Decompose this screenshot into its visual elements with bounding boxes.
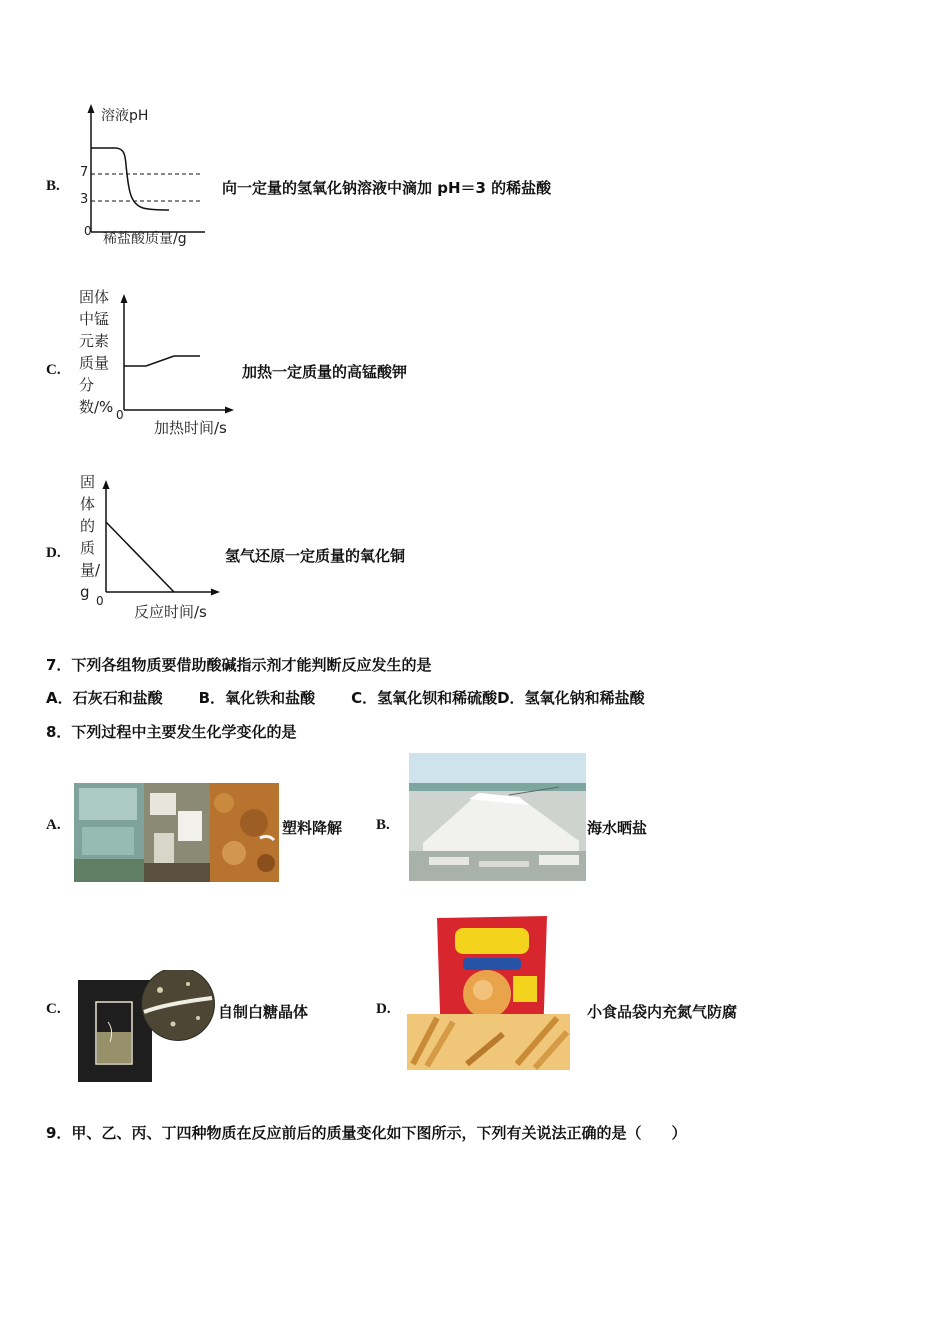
q7-option-d [497,689,644,707]
q8-option-c-text: 自制白糖晶体 [218,1003,309,1021]
q7-option-a [46,689,163,707]
mn-x-label: 加热时间/s [154,419,227,437]
q8-option-c-letter: C. [46,1001,61,1017]
option-d-description: 氢气还原一定质量的氧化铜 [225,547,406,565]
y-axis-arrow [88,104,95,113]
salt-photo-svg [409,753,586,881]
solid-x-label: 反应时间/s [134,603,207,621]
q7-option-c-text: 氢氧化钡和稀硫酸 [377,689,498,707]
sea-salt-pile-photo [409,753,586,881]
option-b-description: 向一定量的氢氧化钠溶液中滴加 pH＝3 的稀盐酸 [222,179,552,197]
ph-x-label: 稀盐酸质量/g [103,231,187,247]
q7-option-b [199,689,315,707]
snack-photo-svg [407,914,570,1070]
q8-option-b-text: 海水晒盐 [587,819,648,837]
x-axis-arrow [211,589,220,596]
question-7-stem: 7．下列各组物质要借助酸碱指示剂才能判断反应发生的是 [46,656,432,674]
ph-origin: 0 [84,224,92,238]
mn-fraction-graph [76,286,246,436]
mn-curve [124,356,200,366]
snack-bag-photo [407,914,570,1070]
sugar-photo-svg [78,970,218,1082]
ph-tick-7: 7 [80,165,89,180]
q7-option-c [351,689,497,707]
option-c-description: 加热一定质量的高锰酸钾 [242,363,408,381]
q7-option-a-text: 石灰石和盐酸 [72,689,163,707]
ph-graph [75,100,215,250]
option-d-letter: D. [46,545,61,561]
q8-option-d-text: 小食品袋内充氮气防腐 [587,1003,738,1021]
y-axis-arrow [103,480,110,489]
q7-option-b-text: 氧化铁和盐酸 [225,689,316,707]
q8-option-b-letter: B. [376,817,390,833]
q7-option-c-letter: C． [351,689,378,707]
q7-option-d-text: 氢氧化钠和稀盐酸 [524,689,645,707]
question-8-stem: 8．下列过程中主要发生化学变化的是 [46,723,297,741]
plastic-photo-svg [74,783,279,882]
solid-mass-line [106,522,174,592]
x-axis-arrow [225,407,234,414]
question-7-options [46,687,645,708]
solid-y-label: 固体的质量/g [80,473,101,601]
solid-mass-graph [76,470,236,625]
q7-option-a-letter: A． [46,689,73,707]
q7-option-b-letter: B． [198,689,226,707]
question-9-stem: 9．甲、乙、丙、丁四种物质在反应前后的质量变化如下图所示，下列有关说法正确的是（ ） [46,1124,687,1142]
plastic-degradation-photo [74,783,279,882]
ph-y-label: 溶液pH [101,108,149,124]
mn-origin: 0 [116,408,124,422]
y-axis-arrow [121,294,128,303]
q7-option-d-letter: D． [497,689,525,707]
q8-option-a-letter: A. [46,817,61,833]
sugar-crystal-beaker-photo [78,970,218,1082]
q8-option-d-letter: D. [376,1001,391,1017]
ph-tick-3: 3 [80,192,89,207]
option-c-letter: C. [46,362,61,378]
q8-option-a-text: 塑料降解 [282,819,343,837]
option-b-letter: B. [46,178,60,194]
mn-y-label: 固体中锰元素质量分数/% [79,288,114,416]
solid-origin: 0 [96,594,104,608]
mn-graph-svg [76,286,246,436]
